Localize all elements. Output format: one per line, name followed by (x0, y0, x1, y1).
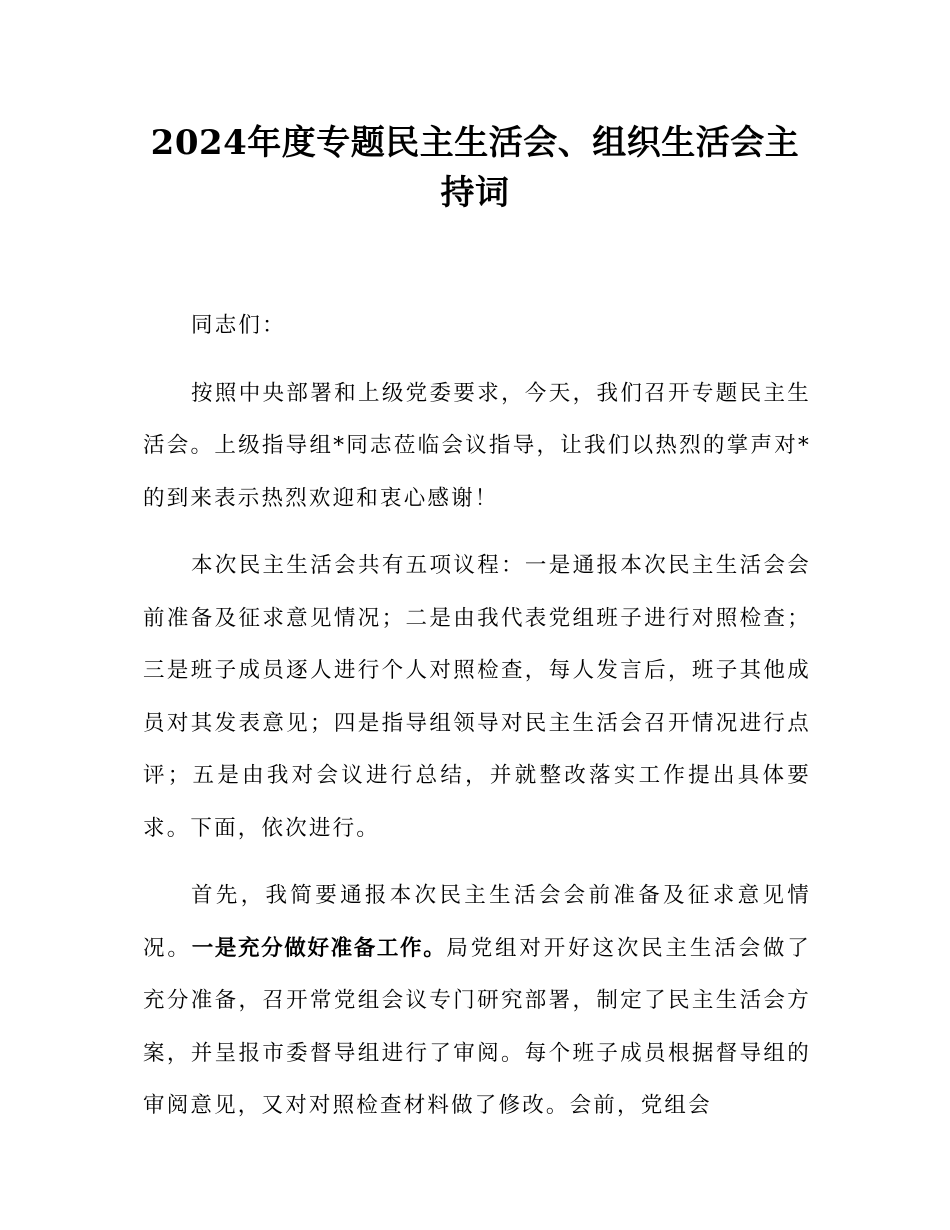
paragraph-rest: 局党组对开好这次民主生活会做了充分准备，召开常党组会议专门研究部署，制定了民主生活会方案，并呈报市委督导组进行了审阅。每个班子成员根据督导组的审阅意见，又对对照检查材料做了修改。会前，党组会 (143, 935, 811, 1118)
document-title: 2024年度专题民主生活会、组织生活会主持词 (150, 123, 800, 213)
paragraph-preparation (143, 870, 811, 1133)
bold-heading: 一是充分做好准备工作。 (191, 935, 447, 961)
paragraph-agenda: 本次民主生活会共有五项议程：一是通报本次民主生活会会前准备及征求意见情况；二是由我代表党组班子进行对照检查；三是班子成员逐人进行个人对照检查，每人发言后，班子其他成员对其发表意见；四是指导组领导对民主生活会召开情况进行点评；五是由我对会议进行总结，并就整改落实工作提出具体要求。下面，依次进行。 (143, 553, 811, 841)
greeting: 同志们： (191, 313, 286, 338)
paragraph-intro: 首先，我简要通报本次民主生活会会前准备及征求意见情况。 (143, 883, 811, 961)
document-body (143, 300, 811, 1148)
paragraph-opening: 按照中央部署和上级党委要求，今天，我们召开专题民主生活会。上级指导组*同志莅临会议指导，让我们以热烈的掌声对*的到来表示热烈欢迎和衷心感谢！ (143, 380, 811, 511)
